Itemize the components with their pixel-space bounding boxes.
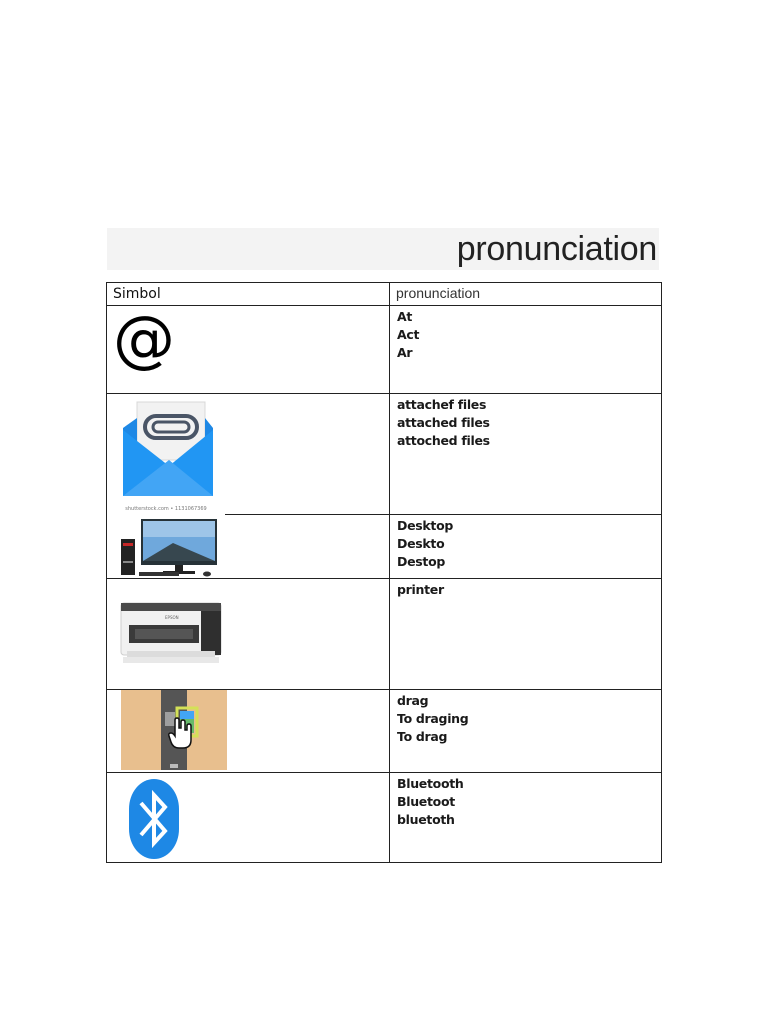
desktop-computer-icon xyxy=(113,517,225,577)
table-row xyxy=(107,690,662,773)
symbol-cell xyxy=(107,579,390,690)
pronunciation-word: Act xyxy=(397,327,420,342)
pronunciation-table xyxy=(106,282,662,863)
table-row xyxy=(107,394,662,515)
words-cell xyxy=(390,579,662,690)
pronunciation-word: Ar xyxy=(397,345,413,360)
email-attachment-icon xyxy=(107,394,225,515)
page-title: pronunciation xyxy=(456,230,657,268)
column-header-pronunciation: pronunciation xyxy=(390,283,662,306)
table-row xyxy=(107,773,662,863)
image-caption: shutterstock.com • 1131067369 xyxy=(125,506,207,512)
svg-text:EPSON: EPSON xyxy=(165,615,179,620)
bluetooth-icon xyxy=(127,777,181,861)
at-sign-icon xyxy=(113,310,175,372)
words-cell xyxy=(390,690,662,773)
drag-hand-icon xyxy=(121,690,227,773)
symbol-cell xyxy=(107,306,390,394)
words-cell xyxy=(390,306,662,394)
table-row xyxy=(107,306,662,394)
words-cell xyxy=(390,394,662,515)
table-row xyxy=(107,579,662,690)
pronunciation-word: To draging xyxy=(397,711,469,726)
symbol-cell xyxy=(107,515,390,579)
pronunciation-word: At xyxy=(397,309,413,324)
pronunciation-word: Destop xyxy=(397,554,446,569)
pronunciation-word: attoched files xyxy=(397,433,490,448)
pronunciation-word: Desktop xyxy=(397,518,454,533)
pronunciation-word: To drag xyxy=(397,729,448,744)
svg-text:@: @ xyxy=(113,310,175,372)
pronunciation-word: Bluetoot xyxy=(397,794,455,809)
column-header-symbol: Simbol xyxy=(107,283,390,306)
pronunciation-word: Bluetooth xyxy=(397,776,464,791)
table-header-row xyxy=(107,283,662,306)
printer-icon xyxy=(115,595,227,667)
pronunciation-word: attached files xyxy=(397,415,490,430)
title-band xyxy=(107,228,659,270)
table-row xyxy=(107,515,662,579)
symbol-cell xyxy=(107,394,390,515)
pronunciation-word: drag xyxy=(397,693,429,708)
pronunciation-word: printer xyxy=(397,582,444,597)
symbol-cell xyxy=(107,773,390,863)
words-cell xyxy=(390,773,662,863)
words-cell xyxy=(390,515,662,579)
pronunciation-word: attachef files xyxy=(397,397,487,412)
symbol-cell xyxy=(107,690,390,773)
pronunciation-word: bluetoth xyxy=(397,812,455,827)
pronunciation-word: Deskto xyxy=(397,536,445,551)
